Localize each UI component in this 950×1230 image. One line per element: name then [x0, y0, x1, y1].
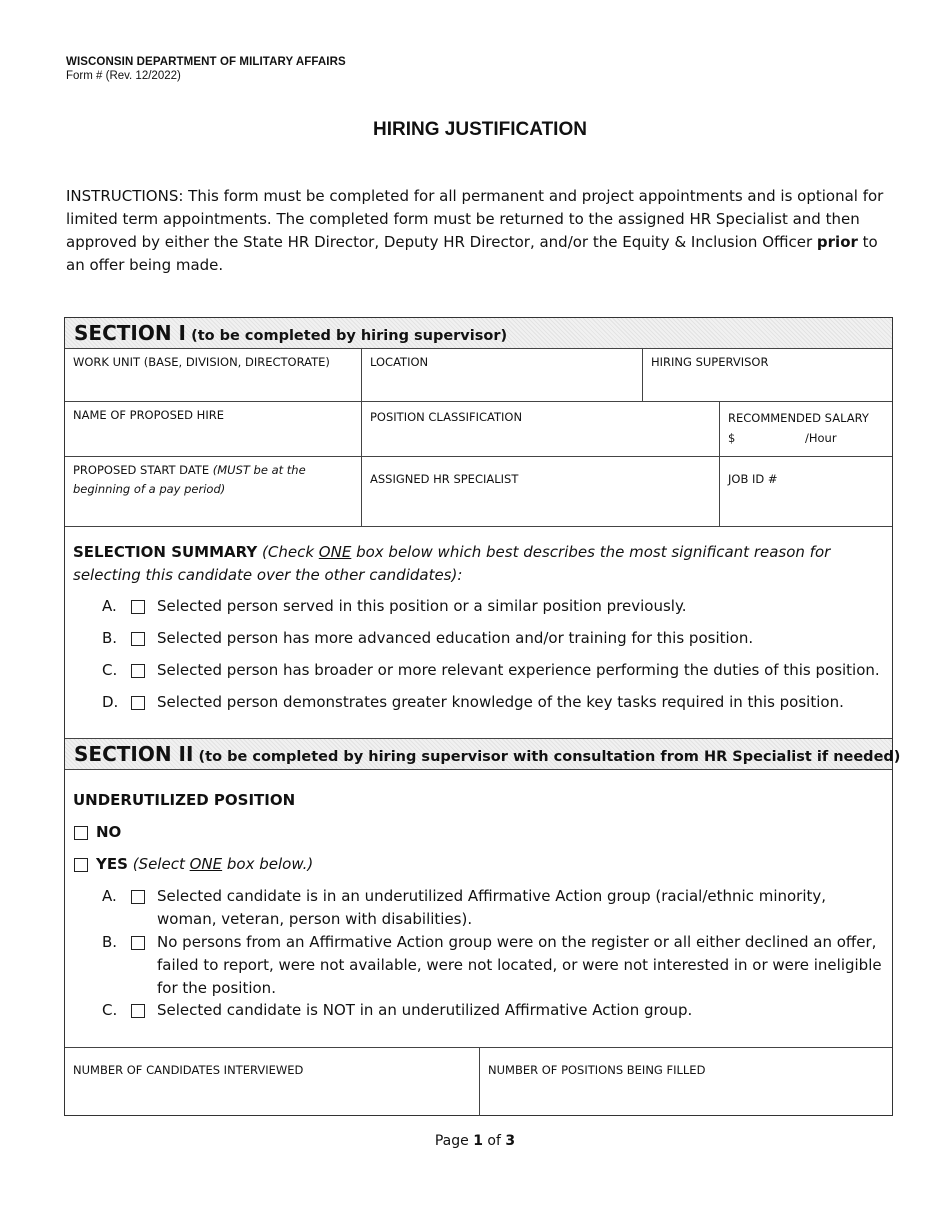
- page-total: 3: [505, 1133, 516, 1149]
- selection-checkbox-b[interactable]: [131, 632, 145, 646]
- selection-checkbox-a[interactable]: [131, 600, 145, 614]
- section2-heading: SECTION II: [74, 742, 194, 766]
- selection-summary: [73, 541, 885, 587]
- hr-specialist-field[interactable]: ASSIGNED HR SPECIALIST: [370, 472, 519, 486]
- instructions-tail: to an offer being made.: [66, 233, 878, 274]
- selection-summary-label: SELECTION SUMMARY: [73, 543, 258, 561]
- yes-label: YES: [96, 855, 128, 873]
- selection-option-c: Selected person has broader or more relevant experience performing the duties of this position.: [157, 661, 880, 679]
- yes-line: [96, 853, 313, 876]
- grid-line: [642, 349, 643, 401]
- aa-checkbox-c[interactable]: [131, 1004, 145, 1018]
- option-letter: D.: [102, 693, 119, 711]
- yes-note-pre: (Select: [132, 855, 190, 873]
- underutilized-label: UNDERUTILIZED POSITION: [73, 791, 296, 809]
- recommended-salary-field[interactable]: RECOMMENDED SALARY: [728, 411, 869, 425]
- start-date-field[interactable]: [73, 461, 353, 499]
- instructions-lead: INSTRUCTIONS: This form must be completed for all permanent and project appointments and is optional for limited term appointments. The completed form must be returned to the assigned HR Specialist and then approved by either the State HR Director, Deputy HR Director, and/or the Equity & Inclusion Officer: [66, 187, 884, 251]
- aa-option-a: Selected candidate is in an underutilized Affirmative Action group (racial/ethnic minority, woman, veteran, person with disabilities).: [157, 887, 827, 928]
- option-letter: A.: [102, 887, 117, 905]
- no-label: NO: [96, 823, 122, 841]
- yes-note-underline: ONE: [189, 855, 223, 873]
- section1-subheading: (to be completed by hiring supervisor): [191, 328, 508, 344]
- selection-note-post: box below which best describes the most significant reason for selecting this candidate over the other candidates):: [73, 543, 831, 584]
- grid-line: [65, 526, 892, 527]
- yes-checkbox[interactable]: [74, 858, 88, 872]
- proposed-hire-field[interactable]: NAME OF PROPOSED HIRE: [73, 408, 224, 422]
- page-title: HIRING JUSTIFICATION: [373, 119, 587, 140]
- grid-line: [479, 1047, 480, 1116]
- aa-checkbox-a[interactable]: [131, 890, 145, 904]
- yes-note-post: box below.): [222, 855, 314, 873]
- aa-checkbox-b[interactable]: [131, 936, 145, 950]
- aa-option-c: Selected candidate is NOT in an underutilized Affirmative Action group.: [157, 1001, 693, 1019]
- salary-currency: $: [728, 431, 736, 445]
- positions-filled-field[interactable]: NUMBER OF POSITIONS BEING FILLED: [488, 1063, 706, 1077]
- instructions-bold: prior: [816, 233, 858, 251]
- no-checkbox[interactable]: [74, 826, 88, 840]
- section2-header: [65, 739, 901, 770]
- aa-option-b: No persons from an Affirmative Action group were on the register or all either declined an offer, failed to report, were not available, were not located, or were not interested in or were ineligible for the position.: [157, 933, 882, 997]
- selection-note-pre: (Check: [262, 543, 319, 561]
- option-letter: B.: [102, 933, 118, 951]
- work-unit-field[interactable]: WORK UNIT (BASE, DIVISION, DIRECTORATE): [73, 355, 330, 369]
- option-letter: A.: [102, 597, 117, 615]
- candidates-interviewed-field[interactable]: NUMBER OF CANDIDATES INTERVIEWED: [73, 1063, 304, 1077]
- start-date-note: (MUST be at the beginning of a pay period): [73, 463, 306, 496]
- grid-line: [65, 456, 892, 457]
- of-word: of: [487, 1133, 501, 1149]
- section1-heading: SECTION I: [74, 321, 186, 345]
- selection-checkbox-c[interactable]: [131, 664, 145, 678]
- selection-checkbox-d[interactable]: [131, 696, 145, 710]
- selection-option-d: Selected person demonstrates greater knowledge of the key tasks required in this position.: [157, 693, 844, 711]
- selection-note-underline: ONE: [318, 543, 352, 561]
- page-current: 1: [473, 1133, 483, 1149]
- job-id-field[interactable]: JOB ID #: [728, 472, 778, 486]
- hiring-supervisor-field[interactable]: HIRING SUPERVISOR: [651, 355, 769, 369]
- position-classification-field[interactable]: POSITION CLASSIFICATION: [370, 410, 523, 424]
- instructions: [66, 185, 886, 277]
- option-letter: C.: [102, 661, 118, 679]
- salary-unit: /Hour: [805, 431, 837, 445]
- option-letter: B.: [102, 629, 118, 647]
- form-number: Form # (Rev. 12/2022): [66, 70, 181, 82]
- grid-line: [361, 349, 362, 526]
- grid-line: [65, 401, 892, 402]
- location-field[interactable]: LOCATION: [370, 355, 429, 369]
- selection-option-a: Selected person served in this position or a similar position previously.: [157, 597, 687, 615]
- section2-subheading: (to be completed by hiring supervisor with consultation from HR Specialist if needed): [198, 749, 901, 765]
- start-date-label: PROPOSED START DATE: [73, 463, 210, 477]
- page-word: Page: [434, 1133, 469, 1149]
- selection-option-b: Selected person has more advanced education and/or training for this position.: [157, 629, 754, 647]
- grid-line: [719, 401, 720, 526]
- option-letter: C.: [102, 1001, 118, 1019]
- agency-name: WISCONSIN DEPARTMENT OF MILITARY AFFAIRS: [66, 56, 346, 68]
- page-indicator: [0, 1133, 950, 1149]
- section1-header: [65, 318, 892, 349]
